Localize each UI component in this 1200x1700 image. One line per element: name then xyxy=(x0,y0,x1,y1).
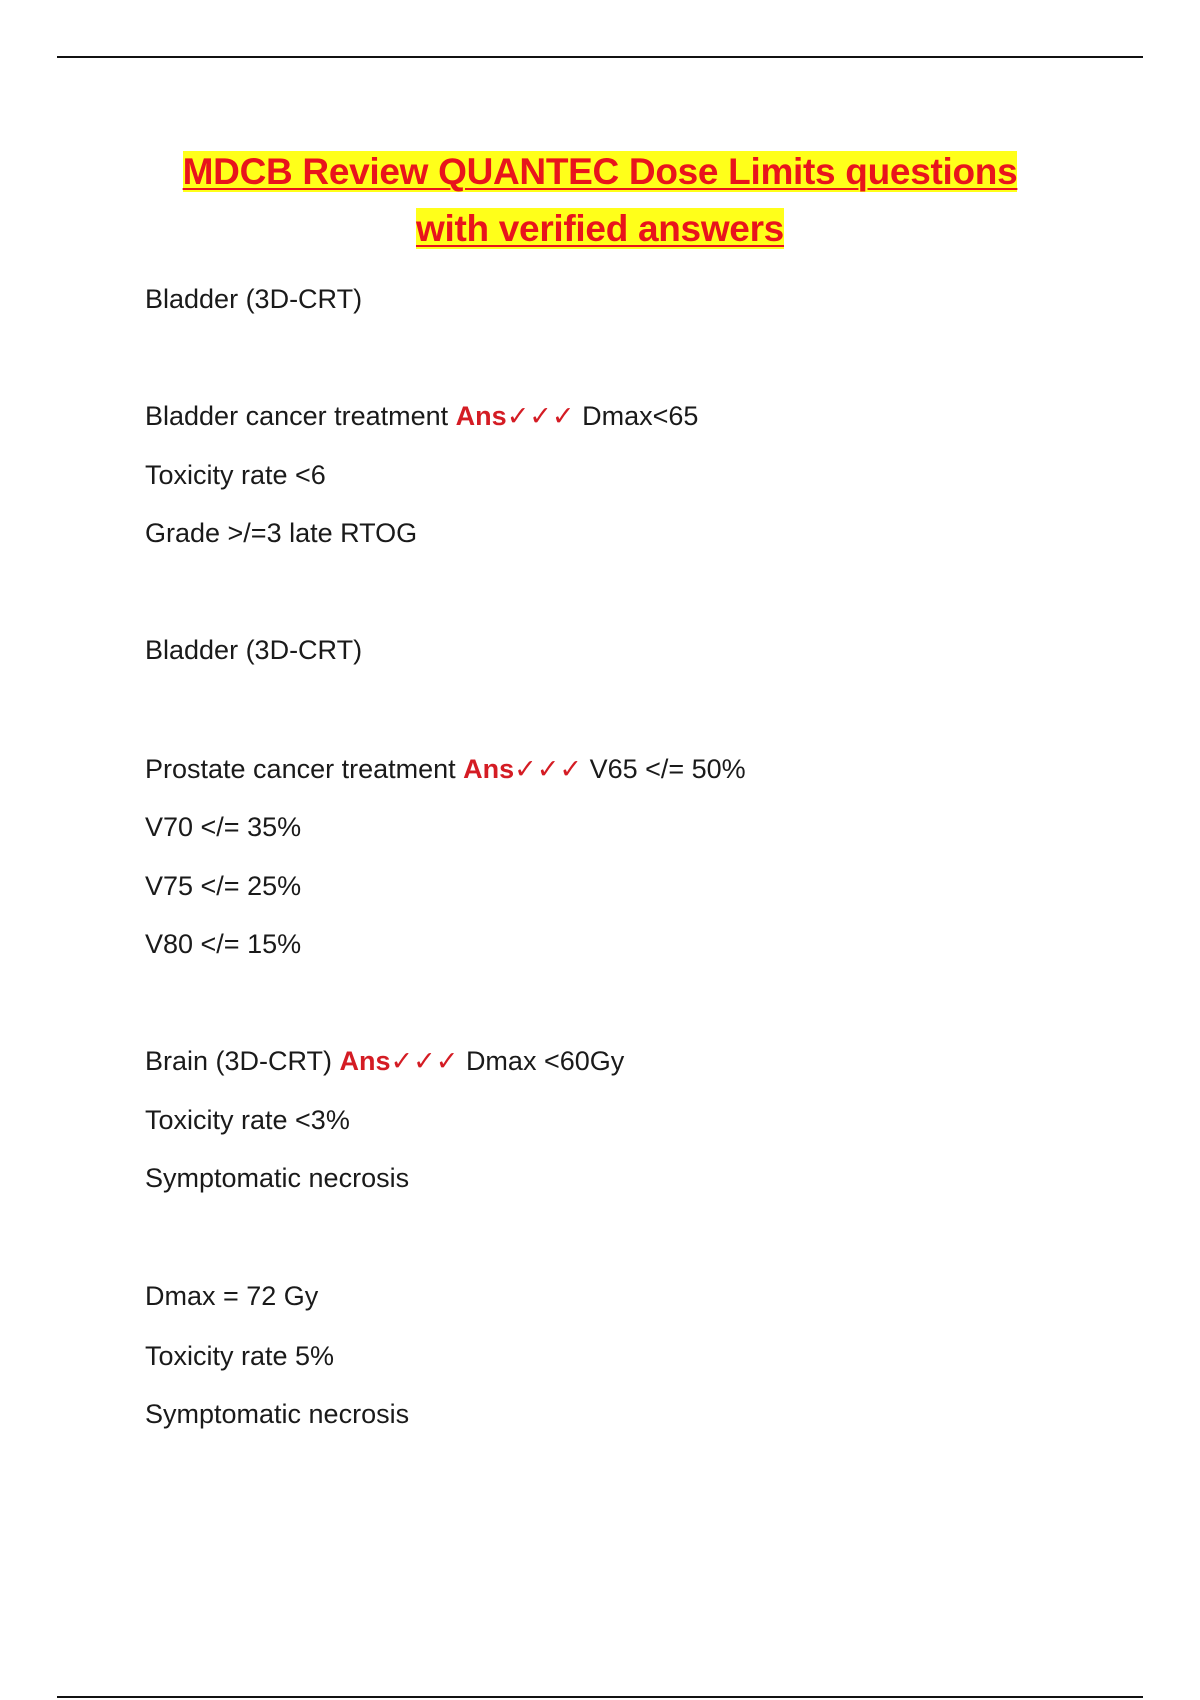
answer-line: Grade >/=3 late RTOG xyxy=(145,518,418,548)
answer-text: Dmax<65 xyxy=(582,401,699,431)
question-line xyxy=(145,399,698,433)
question-text: Bladder cancer treatment xyxy=(145,401,456,431)
ans-label: Ans xyxy=(463,754,515,784)
answer-line: V80 </= 15% xyxy=(145,929,302,959)
answer-line: Dmax = 72 Gy xyxy=(145,1281,319,1311)
answer-line: Toxicity rate <3% xyxy=(145,1105,350,1135)
answer-line: Toxicity rate 5% xyxy=(145,1341,335,1371)
answer-line: Toxicity rate <6 xyxy=(145,460,326,490)
answer-text: V65 </= 50% xyxy=(589,754,746,784)
document-title xyxy=(100,143,1100,257)
check-marks: ✓✓✓ xyxy=(514,754,583,784)
ans-label: Ans xyxy=(339,1046,391,1076)
top-rule xyxy=(57,56,1143,58)
question-text: Prostate cancer treatment xyxy=(145,754,464,784)
ans-label: Ans xyxy=(455,401,507,431)
question-line xyxy=(145,1044,624,1078)
check-marks: ✓✓✓ xyxy=(390,1046,459,1076)
question-text: Brain (3D-CRT) xyxy=(145,1046,340,1076)
title-line-2: with verified answers xyxy=(416,208,784,249)
section-heading: Bladder (3D-CRT) xyxy=(145,284,363,314)
question-line xyxy=(145,752,746,786)
title-line-1: MDCB Review QUANTEC Dose Limits questions xyxy=(182,151,1018,192)
answer-text: Dmax <60Gy xyxy=(465,1046,625,1076)
answer-line: V70 </= 35% xyxy=(145,812,302,842)
bottom-rule xyxy=(57,1696,1143,1698)
check-marks: ✓✓✓ xyxy=(506,401,575,431)
answer-line: V75 </= 25% xyxy=(145,871,302,901)
answer-line: Symptomatic necrosis xyxy=(145,1399,410,1429)
answer-line: Symptomatic necrosis xyxy=(145,1163,410,1193)
section-heading: Bladder (3D-CRT) xyxy=(145,635,363,665)
